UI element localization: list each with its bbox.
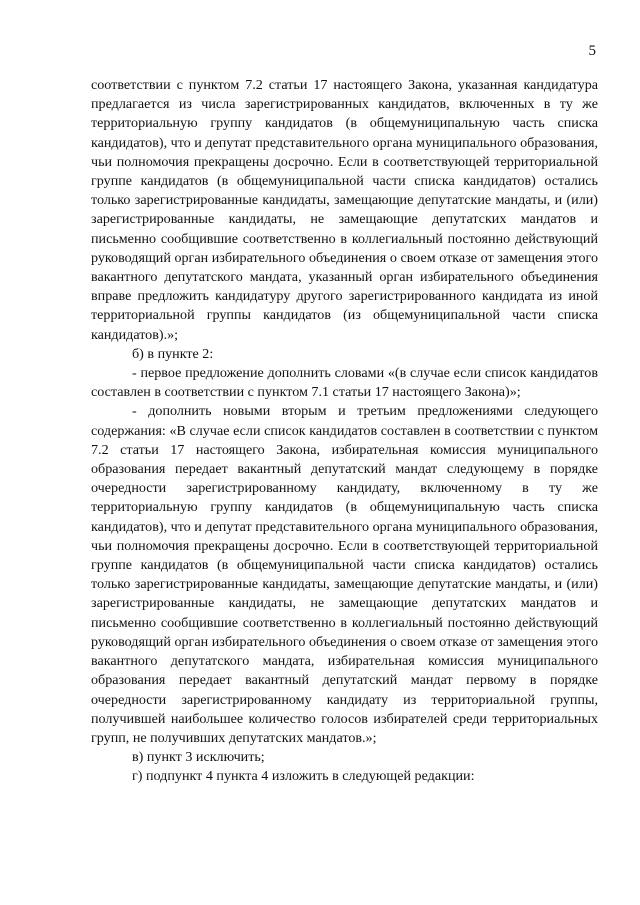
- paragraph-item-g: г) подпункт 4 пункта 4 изложить в следующей редакции:: [132, 768, 475, 785]
- paragraph-item-v: в) пункт 3 исключить;: [132, 749, 265, 766]
- paragraph-first-sentence-amendment: - первое предложение дополнить словами «(в случае если список кандидатов составлен в соответствии с пунктом 7.1 статьи 17 настоящего Закона)»;: [91, 365, 598, 401]
- body-text: [91, 76, 598, 787]
- paragraph-new-sentences-amendment: - дополнить новыми вторым и третьим предложениями следующего содержания: «В случае если список кандидатов составлен в соответствии с пунктом 7.2 статьи 17 настоящего Закона, избирательная комиссия муниципального образования передает вакантный депутатский мандат следующему в порядке очередности зарегистрированному кандидату, включенному в ту же территориальную группу кандидатов (в общемуниципальную часть списка кандидатов), что и депутат представительного органа муниципального образования, чьи полномочия прекращены досрочно. Если в соответствующей территориальной группе кандидатов (в общемуниципальной части списка кандидатов) остались только зарегистрированные кандидаты, замещающие депутатские мандаты, и (или) зарегистрированные кандидаты, не замещающие депутатских мандатов и письменно сообщившие соответственно в коллегиальный постоянно действующий руководящий орган избирательного объединения о своем отказе от замещения этого вакантного депутатского мандата, избирательная комиссия муниципального образования передает вакантный депутатский мандат первому в порядке очередности зарегистрированному кандидату из территориальной группы, получившей наибольшее количество голосов избирателей среди территориальных групп, не получивших депутатских мандатов.»;: [91, 403, 598, 746]
- paragraph-continuation: соответствии с пунктом 7.2 статьи 17 настоящего Закона, указанная кандидатура предлагается из числа зарегистрированных кандидатов, включенных в ту же территориальную группу кандидатов (в общемуниципальную часть списка кандидатов), что и депутат представительного органа муниципального образования, чьи полномочия прекращены досрочно. Если в соответствующей территориальной группе кандидатов (в общемуниципальной части списка кандидатов) остались только зарегистрированные кандидаты, замещающие депутатские мандаты, и (или) зарегистрированные кандидаты, не замещающие депутатских мандатов и письменно сообщившие соответственно в коллегиальный постоянно действующий руководящий орган избирательного объединения о своем отказе от замещения этого вакантного депутатского мандата, указанный орган избирательного объединения вправе предложить кандидатуру другого зарегистрированного кандидата из иной территориальной группы кандидатов (из общемуниципальной части списка кандидатов).»;: [91, 77, 598, 343]
- page-number: 5: [588, 43, 596, 59]
- paragraph-item-b: б) в пункте 2:: [132, 345, 214, 362]
